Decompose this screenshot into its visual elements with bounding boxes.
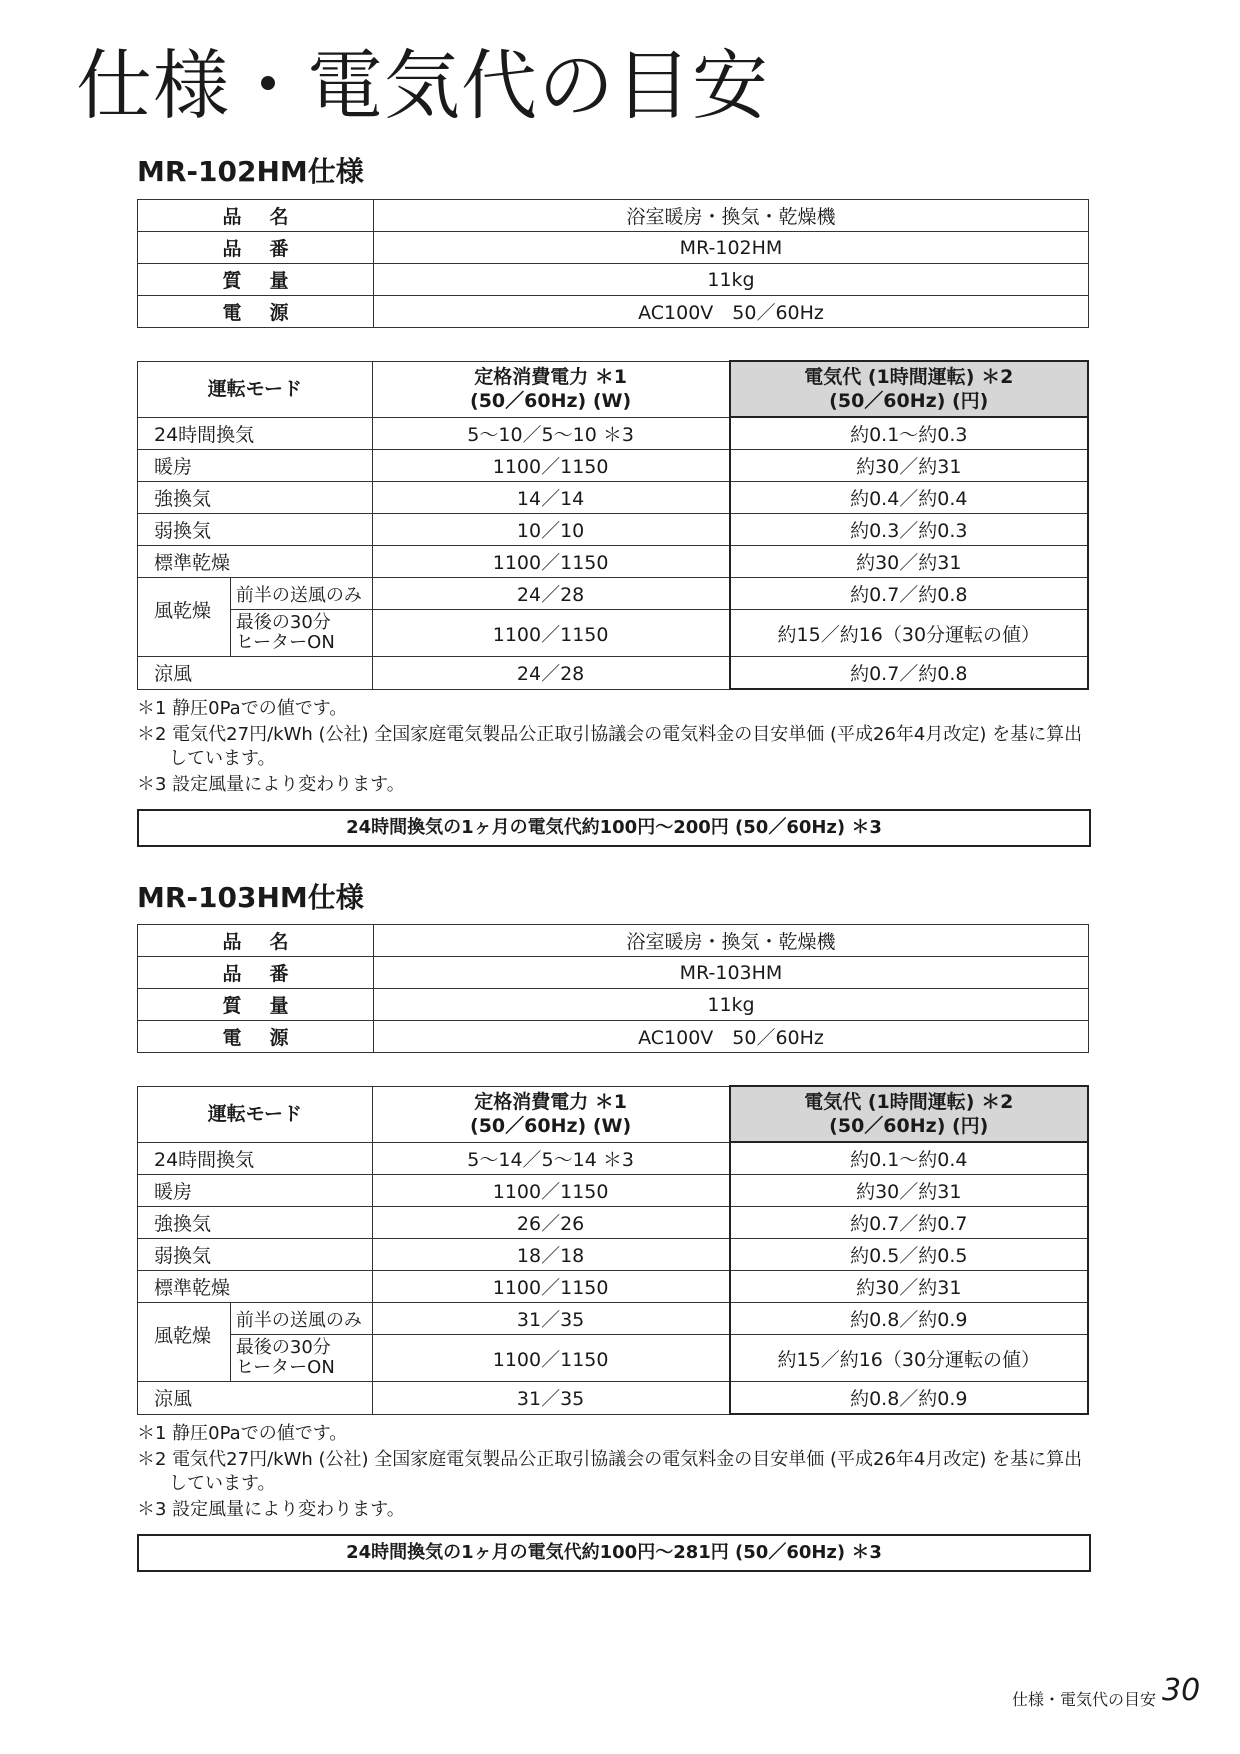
footnote: ＊2 電気代27円/kWh (公社) 全国家庭電気製品公正取引協議会の電気料金の目安単価 (平成26年4月改定) を基に算出しています。 xyxy=(137,724,1083,769)
table-row xyxy=(138,957,1089,989)
section-mr-103hm xyxy=(137,880,1092,1563)
cost-cell: 約15／約16（30分運転の値） xyxy=(730,610,1088,657)
table-row xyxy=(138,1239,1089,1271)
table-row xyxy=(138,546,1089,578)
section-mr-102hm xyxy=(137,154,1092,838)
mode-cell: 強換気 xyxy=(138,482,373,514)
page-number: 30 xyxy=(1162,1673,1201,1708)
power-cell: 1100／1150 xyxy=(372,610,729,657)
header-cost xyxy=(730,361,1088,417)
header-cost-line2: (50／60Hz) (円) xyxy=(829,1115,989,1137)
footnote: ＊1 静圧0Paでの値です。 xyxy=(137,698,348,719)
cost-cell: 約30／約31 xyxy=(730,546,1088,578)
cost-cell: 約0.1～約0.3 xyxy=(730,417,1088,450)
table-header-row xyxy=(138,361,1089,417)
spec-label: 品番 xyxy=(138,232,374,264)
submode-cell xyxy=(230,1335,372,1382)
table-row xyxy=(138,657,1089,690)
power-cell: 26／26 xyxy=(372,1207,729,1239)
footnotes xyxy=(137,1422,1097,1524)
header-power-line2: (50／60Hz) (W) xyxy=(470,390,632,412)
cost-cell: 約0.3／約0.3 xyxy=(730,514,1088,546)
table-row xyxy=(138,482,1089,514)
table-row xyxy=(138,610,1089,657)
header-cost-line1: 電気代 (1時間運転) ＊2 xyxy=(804,1091,1014,1113)
monthly-cost-summary: 24時間換気の1ヶ月の電気代約100円～200円 (50／60Hz) ＊3 xyxy=(137,809,1091,847)
mode-cell-kaze-kanso: 風乾燥 xyxy=(138,1303,231,1382)
footnote: ＊3 設定風量により変わります。 xyxy=(137,1499,405,1520)
spec-value: 11kg xyxy=(374,989,1089,1021)
header-cost-line1: 電気代 (1時間運転) ＊2 xyxy=(804,366,1014,388)
mode-cell-kaze-kanso: 風乾燥 xyxy=(138,578,231,657)
section-heading: MR-102HM仕様 xyxy=(137,155,364,188)
footer-section-label: 仕様・電気代の目安 xyxy=(1012,1690,1157,1709)
mode-cell: 24時間換気 xyxy=(138,417,373,450)
cost-cell: 約0.1～約0.4 xyxy=(730,1142,1088,1175)
power-cell: 1100／1150 xyxy=(372,1335,729,1382)
header-power xyxy=(372,1086,729,1142)
table-row xyxy=(138,925,1089,957)
monthly-cost-summary: 24時間換気の1ヶ月の電気代約100円～281円 (50／60Hz) ＊3 xyxy=(137,1534,1091,1572)
cost-cell: 約15／約16（30分運転の値） xyxy=(730,1335,1088,1382)
table-row xyxy=(138,1021,1089,1053)
table-header-row xyxy=(138,1086,1089,1142)
submode-cell: 前半の送風のみ xyxy=(230,1303,372,1335)
spec-label: 品名 xyxy=(138,925,374,957)
spec-value: 浴室暖房・換気・乾燥機 xyxy=(374,200,1089,232)
mode-cell: 暖房 xyxy=(138,1175,373,1207)
spec-label: 質量 xyxy=(138,264,374,296)
cost-cell: 約0.4／約0.4 xyxy=(730,482,1088,514)
cost-cell: 約0.7／約0.8 xyxy=(730,578,1088,610)
table-row xyxy=(138,1271,1089,1303)
footnote: ＊2 電気代27円/kWh (公社) 全国家庭電気製品公正取引協議会の電気料金の目安単価 (平成26年4月改定) を基に算出しています。 xyxy=(137,1449,1083,1494)
submode-cell: 前半の送風のみ xyxy=(230,578,372,610)
operation-mode-table xyxy=(137,1085,1089,1415)
submode-line2: ヒーターON xyxy=(235,1357,335,1378)
table-row xyxy=(138,232,1089,264)
header-power-line1: 定格消費電力 ＊1 xyxy=(474,1091,628,1113)
cost-cell: 約0.7／約0.8 xyxy=(730,657,1088,690)
mode-cell: 強換気 xyxy=(138,1207,373,1239)
submode-line1: 最後の30分 xyxy=(235,1337,331,1358)
mode-cell: 弱換気 xyxy=(138,1239,373,1271)
header-power xyxy=(372,361,729,417)
header-cost-line2: (50／60Hz) (円) xyxy=(829,390,989,412)
spec-label: 電源 xyxy=(138,1021,374,1053)
spec-value: MR-103HM xyxy=(374,957,1089,989)
spec-label: 電源 xyxy=(138,296,374,328)
header-power-line2: (50／60Hz) (W) xyxy=(470,1115,632,1137)
spec-table xyxy=(137,924,1089,1053)
spec-table xyxy=(137,199,1089,328)
power-cell: 1100／1150 xyxy=(372,1271,729,1303)
table-row xyxy=(138,989,1089,1021)
table-row xyxy=(138,264,1089,296)
table-row xyxy=(138,296,1089,328)
spec-label: 品名 xyxy=(138,200,374,232)
header-mode: 運転モード xyxy=(138,1086,373,1142)
spec-label: 質量 xyxy=(138,989,374,1021)
power-cell: 1100／1150 xyxy=(372,546,729,578)
table-row xyxy=(138,417,1089,450)
power-cell: 24／28 xyxy=(372,657,729,690)
mode-cell: 暖房 xyxy=(138,450,373,482)
power-cell: 1100／1150 xyxy=(372,1175,729,1207)
mode-cell: 標準乾燥 xyxy=(138,546,373,578)
table-row xyxy=(138,200,1089,232)
header-mode: 運転モード xyxy=(138,361,373,417)
cost-cell: 約0.5／約0.5 xyxy=(730,1239,1088,1271)
power-cell: 31／35 xyxy=(372,1382,729,1415)
header-cost xyxy=(730,1086,1088,1142)
mode-cell: 標準乾燥 xyxy=(138,1271,373,1303)
power-cell: 10／10 xyxy=(372,514,729,546)
submode-line1: 最後の30分 xyxy=(235,612,331,633)
table-row xyxy=(138,514,1089,546)
mode-cell: 涼風 xyxy=(138,1382,373,1415)
spec-value: AC100V 50／60Hz xyxy=(374,1021,1089,1053)
footnote: ＊3 設定風量により変わります。 xyxy=(137,774,405,795)
mode-cell: 24時間換気 xyxy=(138,1142,373,1175)
cost-cell: 約30／約31 xyxy=(730,1271,1088,1303)
table-row xyxy=(138,578,1089,610)
table-row xyxy=(138,1335,1089,1382)
cost-cell: 約0.8／約0.9 xyxy=(730,1303,1088,1335)
power-cell: 31／35 xyxy=(372,1303,729,1335)
power-cell: 24／28 xyxy=(372,578,729,610)
header-power-line1: 定格消費電力 ＊1 xyxy=(474,366,628,388)
power-cell: 5～14／5～14 ＊3 xyxy=(372,1142,729,1175)
power-cell: 14／14 xyxy=(372,482,729,514)
mode-cell: 涼風 xyxy=(138,657,373,690)
spec-value: 11kg xyxy=(374,264,1089,296)
spec-value: 浴室暖房・換気・乾燥機 xyxy=(374,925,1089,957)
section-heading: MR-103HM仕様 xyxy=(137,881,364,914)
table-row xyxy=(138,1303,1089,1335)
cost-cell: 約30／約31 xyxy=(730,1175,1088,1207)
operation-mode-table xyxy=(137,360,1089,690)
cost-cell: 約0.7／約0.7 xyxy=(730,1207,1088,1239)
footnote: ＊1 静圧0Paでの値です。 xyxy=(137,1423,348,1444)
power-cell: 18／18 xyxy=(372,1239,729,1271)
spec-label: 品番 xyxy=(138,957,374,989)
table-row xyxy=(138,1382,1089,1415)
cost-cell: 約0.8／約0.9 xyxy=(730,1382,1088,1415)
spec-value: AC100V 50／60Hz xyxy=(374,296,1089,328)
footnotes xyxy=(137,697,1097,799)
table-row xyxy=(138,450,1089,482)
power-cell: 5～10／5～10 ＊3 xyxy=(372,417,729,450)
cost-cell: 約30／約31 xyxy=(730,450,1088,482)
submode-line2: ヒーターON xyxy=(235,632,335,653)
mode-cell: 弱換気 xyxy=(138,514,373,546)
table-row xyxy=(138,1142,1089,1175)
power-cell: 1100／1150 xyxy=(372,450,729,482)
page-title: 仕様・電気代の目安 xyxy=(76,41,769,130)
spec-value: MR-102HM xyxy=(374,232,1089,264)
submode-cell xyxy=(230,610,372,657)
table-row xyxy=(138,1175,1089,1207)
table-row xyxy=(138,1207,1089,1239)
